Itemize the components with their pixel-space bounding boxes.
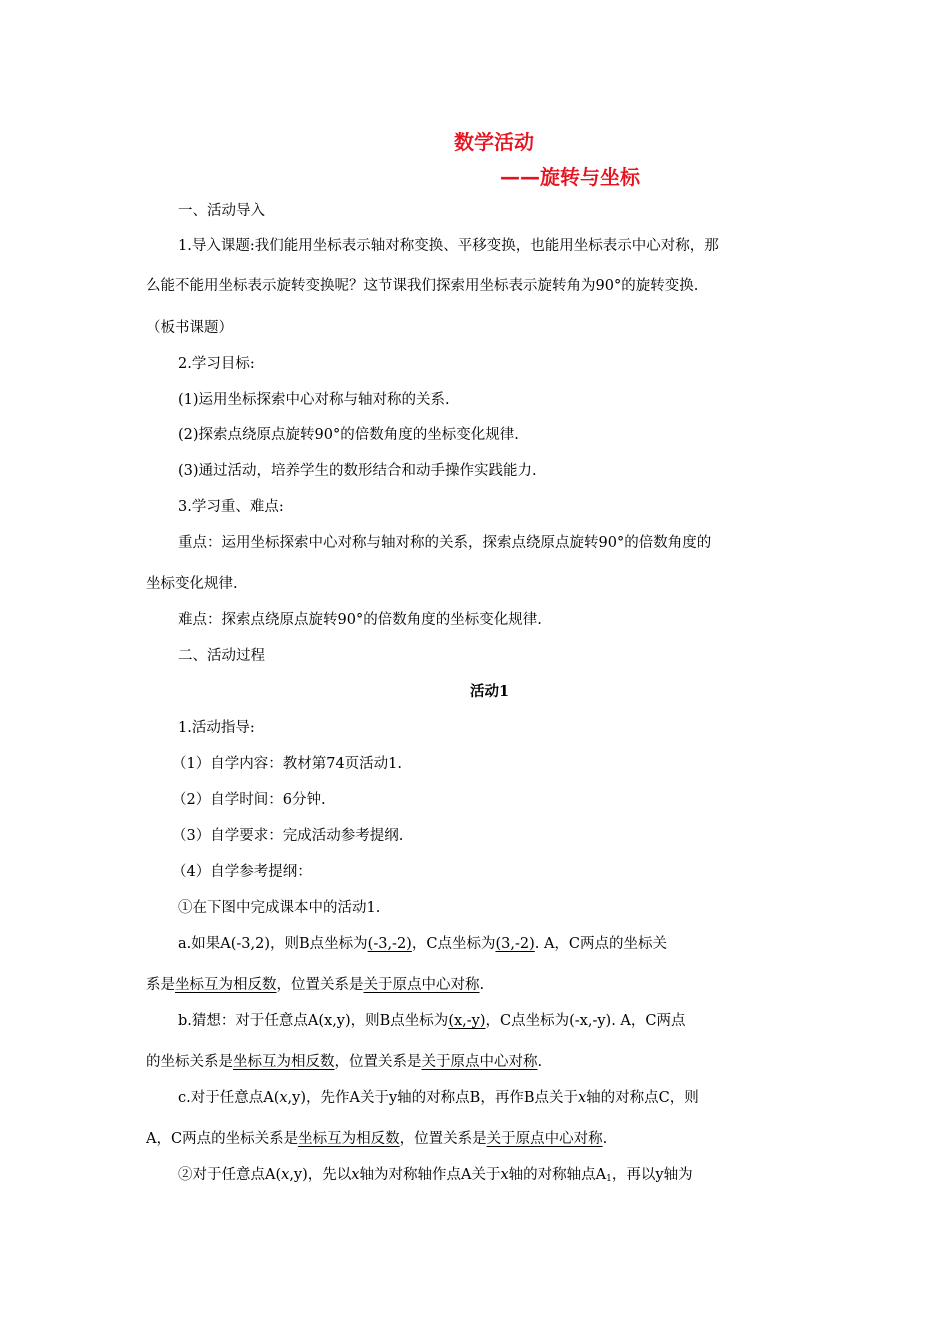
guide-item: （1）自学内容：教材第74页活动1. bbox=[172, 756, 403, 772]
goal-item: (2)探索点绕原点旋转90°的倍数角度的坐标变化规律. bbox=[178, 427, 519, 443]
guide-heading: 1.活动指导: bbox=[178, 720, 255, 736]
answer-blank: 关于原点中心对称 bbox=[363, 977, 480, 993]
guide-item: （2）自学时间：6分钟. bbox=[172, 792, 326, 808]
key-points-heading: 3.学习重、难点: bbox=[178, 499, 284, 515]
outline-c-line2: A，C两点的坐标关系是坐标互为相反数，位置关系是关于原点中心对称. bbox=[146, 1131, 608, 1147]
answer-blank: 关于原点中心对称 bbox=[421, 1054, 538, 1070]
answer-blank: (x,-y) bbox=[448, 1013, 486, 1029]
outline-c-line1: c.对于任意点A(x,y)，先作A关于y轴的对称点B，再作B点关于x轴的对称点C，则 bbox=[178, 1090, 699, 1106]
paragraph-line: 坐标变化规律. bbox=[146, 576, 238, 592]
document-title: 数学活动 bbox=[454, 130, 534, 154]
answer-blank: 坐标互为相反数 bbox=[233, 1054, 335, 1070]
paragraph-line: 难点：探索点绕原点旋转90°的倍数角度的坐标变化规律. bbox=[178, 612, 542, 628]
goal-item: (3)通过活动，培养学生的数形结合和动手操作实践能力. bbox=[178, 463, 537, 479]
paragraph-line: 么能不能用坐标表示旋转变换呢？这节课我们探索用坐标表示旋转角为90°的旋转变换. bbox=[146, 278, 699, 294]
outline-a-line1: a.如果A(-3,2)，则B点坐标为(-3,-2)，C点坐标为(3,-2). A，C两点的坐标关 bbox=[178, 936, 668, 952]
answer-blank: (3,-2) bbox=[495, 936, 535, 952]
outline-a-line2: 系是坐标互为相反数，位置关系是关于原点中心对称. bbox=[146, 977, 485, 993]
outline-item-2: ②对于任意点A(x,y)，先以x轴为对称轴作点A关于x轴的对称轴点$A_1$，再以y轴为 bbox=[178, 1167, 693, 1184]
paragraph-line: 重点：运用坐标探索中心对称与轴对称的关系，探索点绕原点旋转90°的倍数角度的 bbox=[178, 535, 712, 551]
answer-blank: 关于原点中心对称 bbox=[486, 1131, 603, 1147]
document-subtitle: ——旋转与坐标 bbox=[500, 165, 640, 189]
goal-item: (1)运用坐标探索中心对称与轴对称的关系. bbox=[178, 392, 450, 408]
activity-heading: 活动1 bbox=[470, 683, 510, 700]
section-heading: 二、活动过程 bbox=[178, 648, 265, 664]
answer-blank: 坐标互为相反数 bbox=[175, 977, 277, 993]
goals-heading: 2.学习目标: bbox=[178, 356, 255, 372]
answer-blank: (-3,-2) bbox=[367, 936, 412, 952]
guide-item: （3）自学要求：完成活动参考提纲. bbox=[172, 828, 404, 844]
paragraph-line: 1.导入课题:我们能用坐标表示轴对称变换、平移变换，也能用坐标表示中心对称，那 bbox=[178, 238, 719, 254]
guide-item: （4）自学参考提纲： bbox=[172, 864, 312, 880]
section-heading: 一、活动导入 bbox=[178, 203, 265, 219]
outline-item: ①在下图中完成课本中的活动1. bbox=[178, 900, 381, 916]
outline-b-line1: b.猜想：对于任意点A(x,y)，则B点坐标为(x,-y)，C点坐标为(-x,-y). A，C两点 bbox=[178, 1013, 686, 1029]
answer-blank: 坐标互为相反数 bbox=[298, 1131, 400, 1147]
outline-b-line2: 的坐标关系是坐标互为相反数，位置关系是关于原点中心对称. bbox=[146, 1054, 543, 1070]
paragraph-line: （板书课题） bbox=[146, 320, 233, 336]
